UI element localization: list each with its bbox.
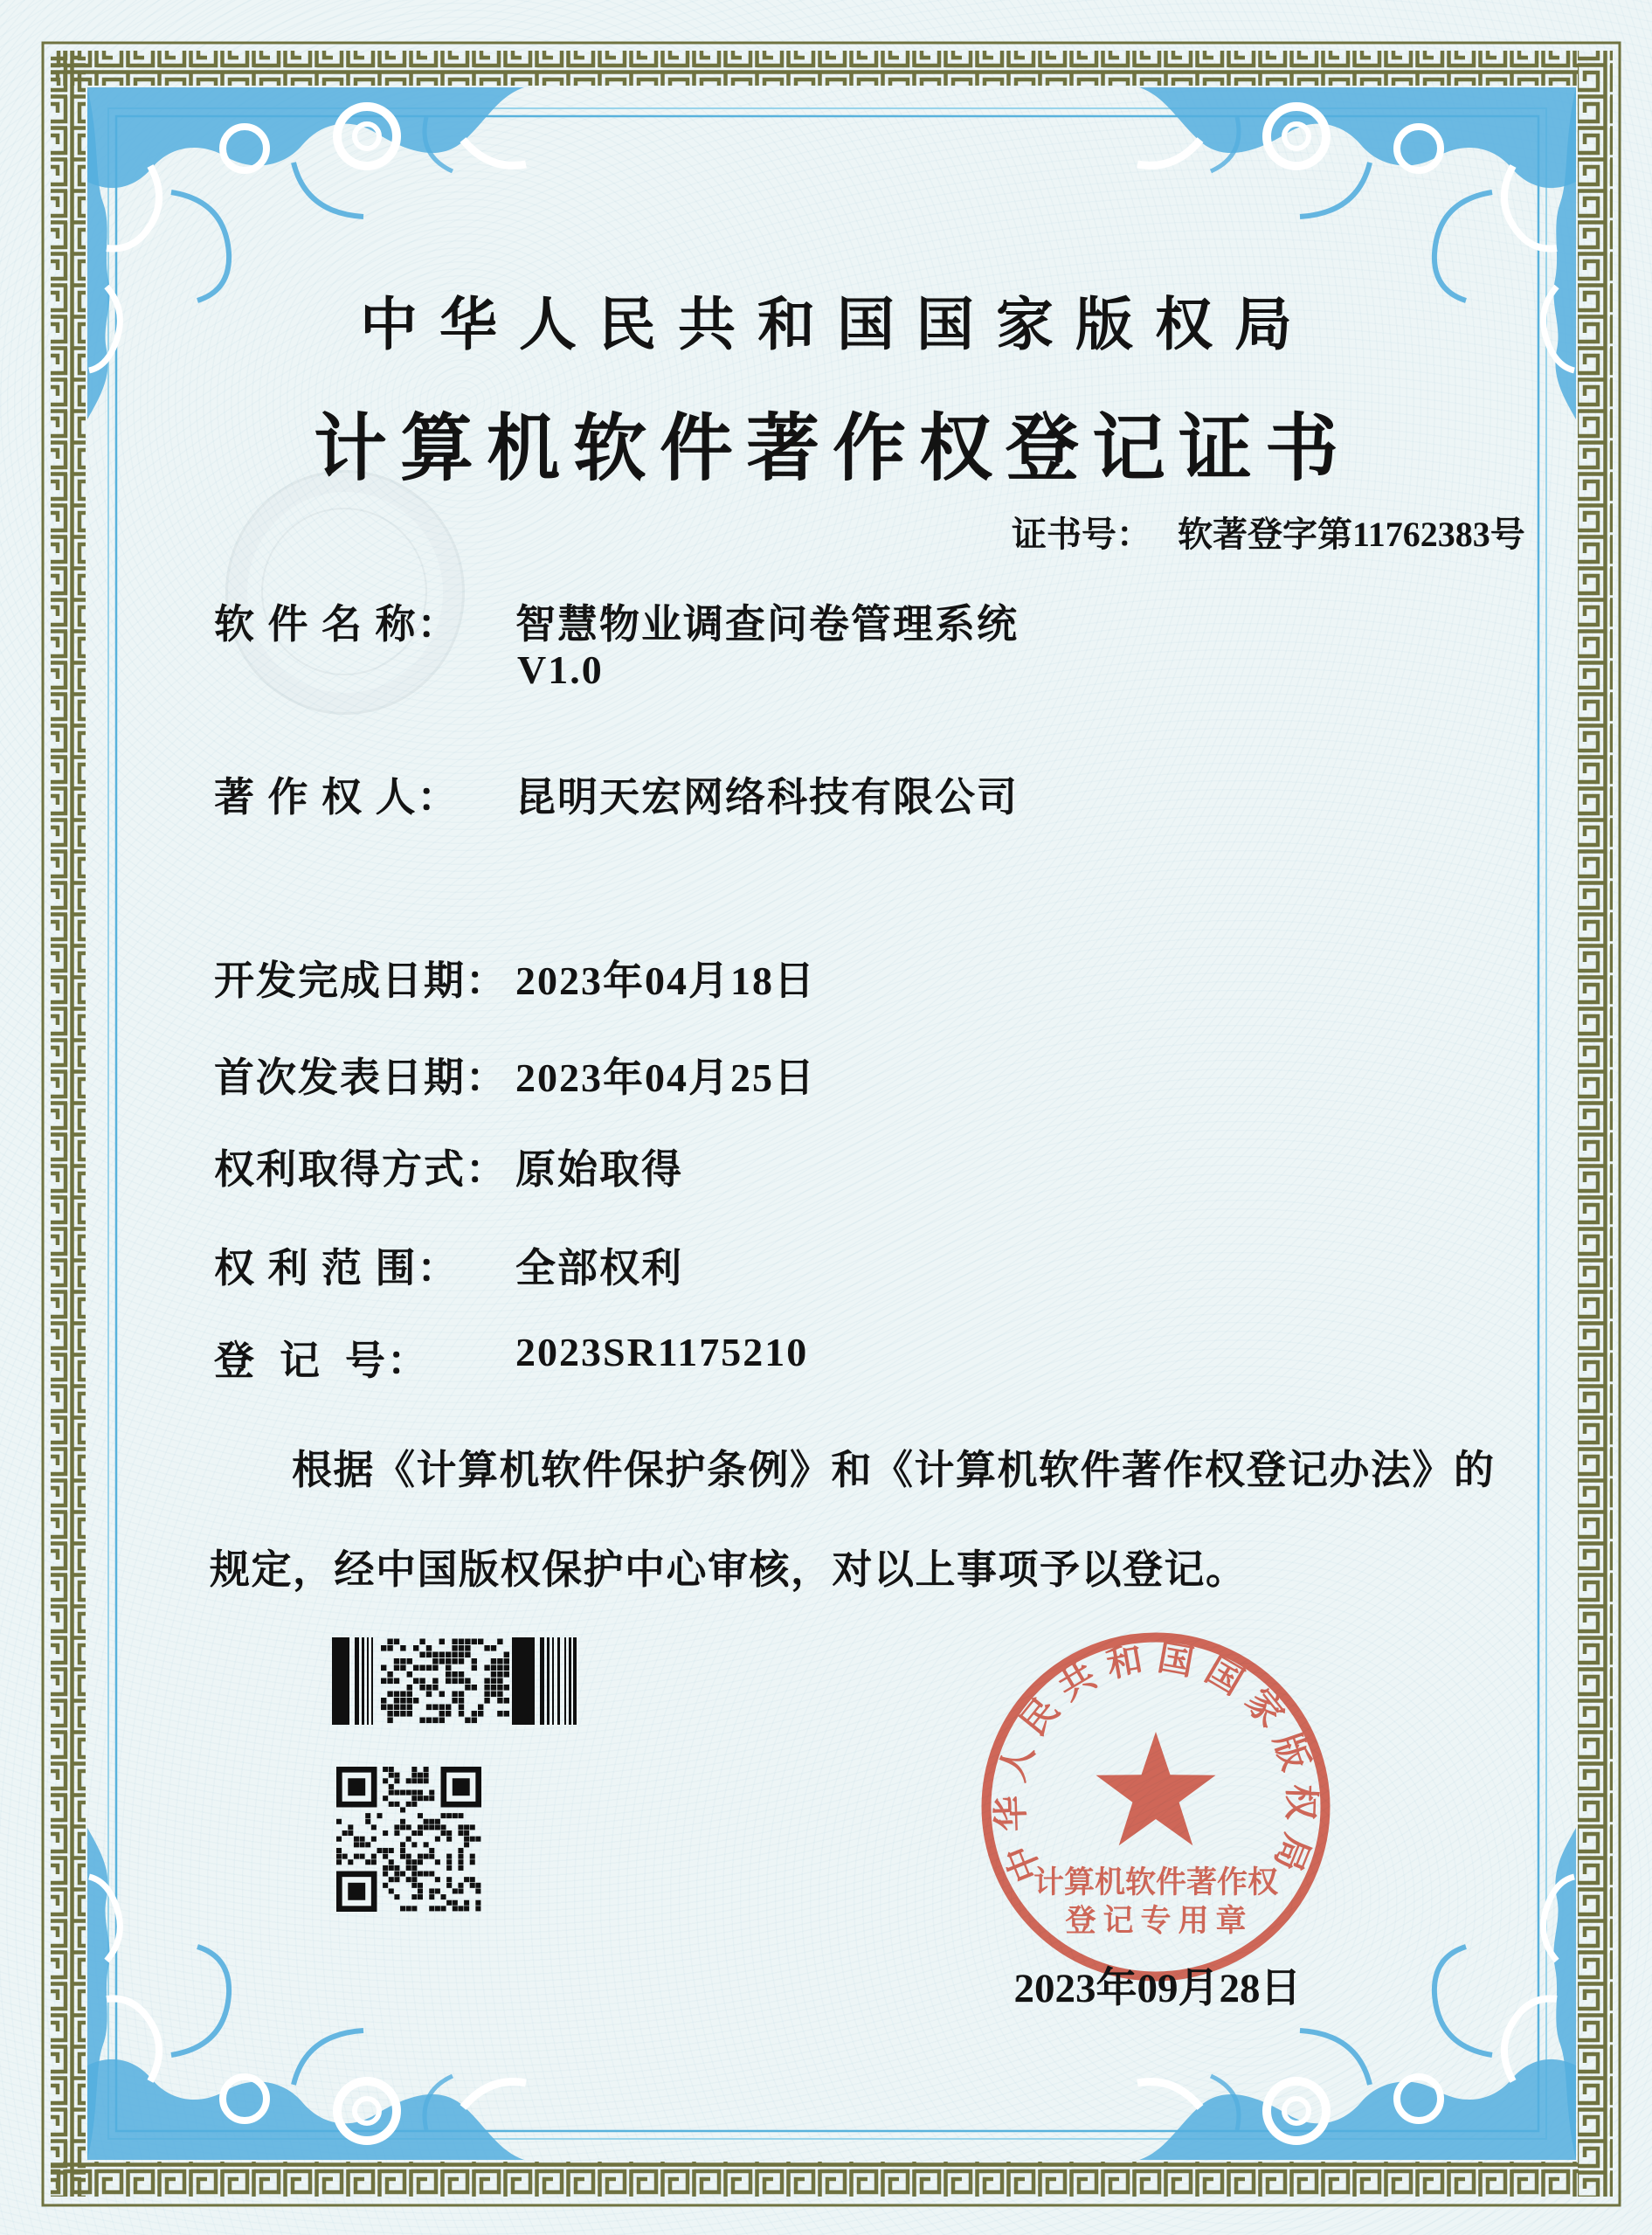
seal-star-icon bbox=[1096, 1732, 1216, 1845]
field-software-name bbox=[214, 592, 1019, 650]
field-label: 著 作 权 人： bbox=[214, 775, 460, 820]
field-value: 2023年04月25日 bbox=[515, 1055, 816, 1100]
official-seal bbox=[972, 1623, 1339, 1990]
statement-line-2: 规定，经中国版权保护中心审核，对以上事项予以登记。 bbox=[210, 1547, 1248, 1592]
field-copyright-owner bbox=[214, 765, 1019, 823]
seal-ring-text: 中华人民共和国国家版权局 bbox=[990, 1636, 1322, 1888]
seal-text-line1: 计算机软件著作权 bbox=[1033, 1865, 1279, 1899]
field-label: 首次发表日期： bbox=[214, 1055, 508, 1100]
certificate-number bbox=[1012, 507, 1525, 557]
field-value: 昆明天宏网络科技有限公司 bbox=[515, 775, 1019, 820]
field-value: 智慧物业调查问卷管理系统 bbox=[515, 602, 1019, 647]
field-label: 权 利 范 围： bbox=[214, 1246, 460, 1290]
field-value: 原始取得 bbox=[515, 1147, 683, 1192]
field-label: 开发完成日期： bbox=[214, 958, 508, 1003]
field-label: 权利取得方式： bbox=[214, 1147, 508, 1192]
certificate-number-label: 证书号： bbox=[1012, 515, 1151, 554]
qr-code bbox=[336, 1767, 481, 1912]
certificate-title: 计算机软件著作权登记证书 bbox=[313, 409, 1351, 490]
field-label: 软 件 名 称： bbox=[214, 602, 460, 647]
field-value: 2023年04月18日 bbox=[515, 958, 816, 1003]
issue-date: 2023年09月28日 bbox=[1013, 1966, 1302, 2011]
field-software-version: V1.0 bbox=[517, 647, 604, 692]
field-first-publish-date bbox=[214, 1046, 816, 1104]
barcode bbox=[332, 1637, 577, 1725]
certificate-number-value: 软著登字第11762383号 bbox=[1178, 515, 1525, 554]
field-value: 全部权利 bbox=[515, 1246, 683, 1290]
field-rights-acquisition bbox=[214, 1138, 683, 1195]
field-dev-complete-date bbox=[214, 949, 816, 1007]
field-label: 登 记 号： bbox=[214, 1339, 429, 1383]
seal-text-line2: 登记专用章 bbox=[1065, 1904, 1254, 1938]
statement-line-1: 根据《计算机软件保护条例》和《计算机软件著作权登记办法》的 bbox=[292, 1448, 1496, 1492]
field-rights-scope bbox=[214, 1236, 683, 1294]
field-value: 2023SR1175210 bbox=[515, 1330, 809, 1374]
authority-title: 中华人民共和国国家版权局 bbox=[360, 294, 1314, 357]
field-registration-number bbox=[214, 1329, 808, 1387]
